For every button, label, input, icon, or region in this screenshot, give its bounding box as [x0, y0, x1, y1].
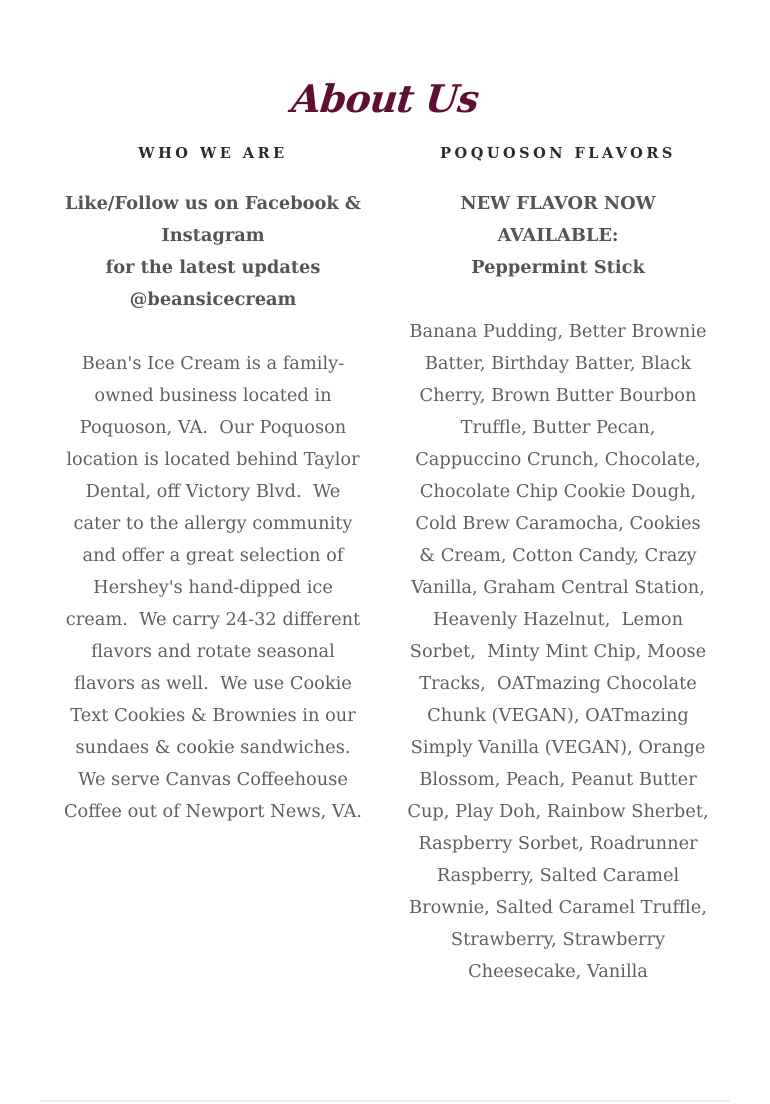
- flavors-heading: POQUOSON FLAVORS: [440, 145, 676, 162]
- who-we-are-body: [60, 188, 366, 828]
- spacer: [405, 284, 711, 316]
- social-handle: @beansicecream: [129, 289, 297, 310]
- flavors-body: [405, 188, 715, 988]
- new-flavor-announcement: NEW FLAVOR NOW AVAILABLE:: [460, 193, 656, 246]
- who-we-are-column: [60, 138, 366, 828]
- who-we-are-heading: WHO WE ARE: [138, 145, 288, 162]
- spacer: [60, 316, 366, 348]
- footer-divider: [40, 1100, 730, 1102]
- page-title: About Us: [289, 76, 481, 122]
- about-description: Bean's Ice Cream is a family-owned business located in Poquoson, VA. Our Poquoson location is located behind Taylor Dental, off Victory Blvd. We cater to the allergy community and offer a great selection of Hershey's hand-dipped ice cream. We carry 24-32 different flavors and rotate seasonal flavors as well. We use Cookie Text Cookies & Brownies in our sundaes & cookie sandwiches. We serve Canvas Coffeehouse Coffee out of Newport News, VA.: [63, 353, 366, 822]
- social-follow-line: Like/Follow us on Facebook & Instagram: [65, 193, 361, 246]
- flavors-column: [405, 138, 715, 988]
- flavor-list: Banana Pudding, Better Brownie Batter, Birthday Batter, Black Cherry, Brown Butter Bourbon Truffle, Butter Pecan, Cappuccino Crunch, Chocolate, Chocolate Chip Cookie Dough, Cold Brew Caramocha, Cookies & Cream, Cotton Candy, Crazy Vanilla, Graham Central Station, Heavenly Hazelnut, Lemon Sorbet, Minty Mint Chip, Moose Tracks, OATmazing Chocolate Chunk (VEGAN), OATmazing Simply Vanilla (VEGAN), Orange Blossom, Peach, Peanut Butter Cup, Play Doh, Rainbow Sherbet, Raspberry Sorbet, Roadrunner Raspberry, Salted Caramel Brownie, Salted Caramel Truffle, Strawberry, Strawberry Cheesecake, Vanilla: [407, 321, 715, 982]
- new-flavor-name: Peppermint Stick: [471, 257, 645, 278]
- latest-updates-line: for the latest updates: [105, 257, 321, 278]
